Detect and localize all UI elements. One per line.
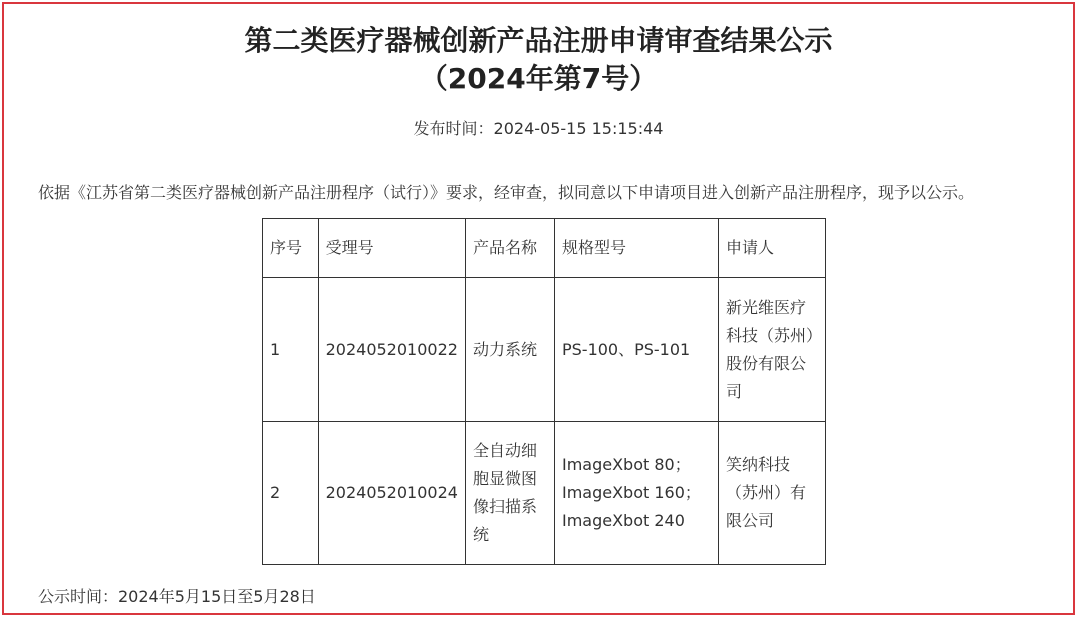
cell-spec: PS-100、PS-101	[554, 278, 718, 422]
spec-line: ImageXbot 80；	[561, 455, 691, 474]
results-table	[262, 218, 826, 565]
page-frame	[2, 2, 1075, 615]
cell-product: 全自动细胞显微图像扫描系统	[465, 422, 554, 565]
header-applicant: 申请人	[718, 219, 825, 278]
cell-applicant: 笑纳科技（苏州）有限公司	[718, 422, 825, 565]
table-header-row	[263, 219, 826, 278]
cell-product: 动力系统	[465, 278, 554, 422]
title-line-2: （2024年第7号）	[419, 62, 658, 95]
cell-seq: 2	[263, 422, 319, 565]
cell-applicant: 新光维医疗科技（苏州）股份有限公司	[718, 278, 825, 422]
header-spec: 规格型号	[554, 219, 718, 278]
header-product: 产品名称	[465, 219, 554, 278]
header-seq: 序号	[263, 219, 319, 278]
table-row	[263, 422, 826, 565]
spec-line: ImageXbot 240	[561, 511, 685, 530]
publish-time: 发布时间：2024-05-15 15:15:44	[413, 119, 664, 138]
cell-accept-no: 2024052010024	[318, 422, 465, 565]
header-accept-no: 受理号	[318, 219, 465, 278]
cell-accept-no: 2024052010022	[318, 278, 465, 422]
table-row	[263, 278, 826, 422]
intro-paragraph: 依据《江苏省第二类医疗器械创新产品注册程序（试行）》要求，经审查，拟同意以下申请项目进入创新产品注册程序，现予以公示。	[38, 183, 975, 202]
spec-line: ImageXbot 160；	[561, 483, 701, 502]
cell-seq: 1	[263, 278, 319, 422]
page-title	[4, 22, 1073, 98]
cell-spec	[554, 422, 718, 565]
title-line-1: 第二类医疗器械创新产品注册申请审查结果公示	[244, 24, 833, 57]
publicity-period: 公示时间：2024年5月15日至5月28日	[38, 587, 316, 606]
